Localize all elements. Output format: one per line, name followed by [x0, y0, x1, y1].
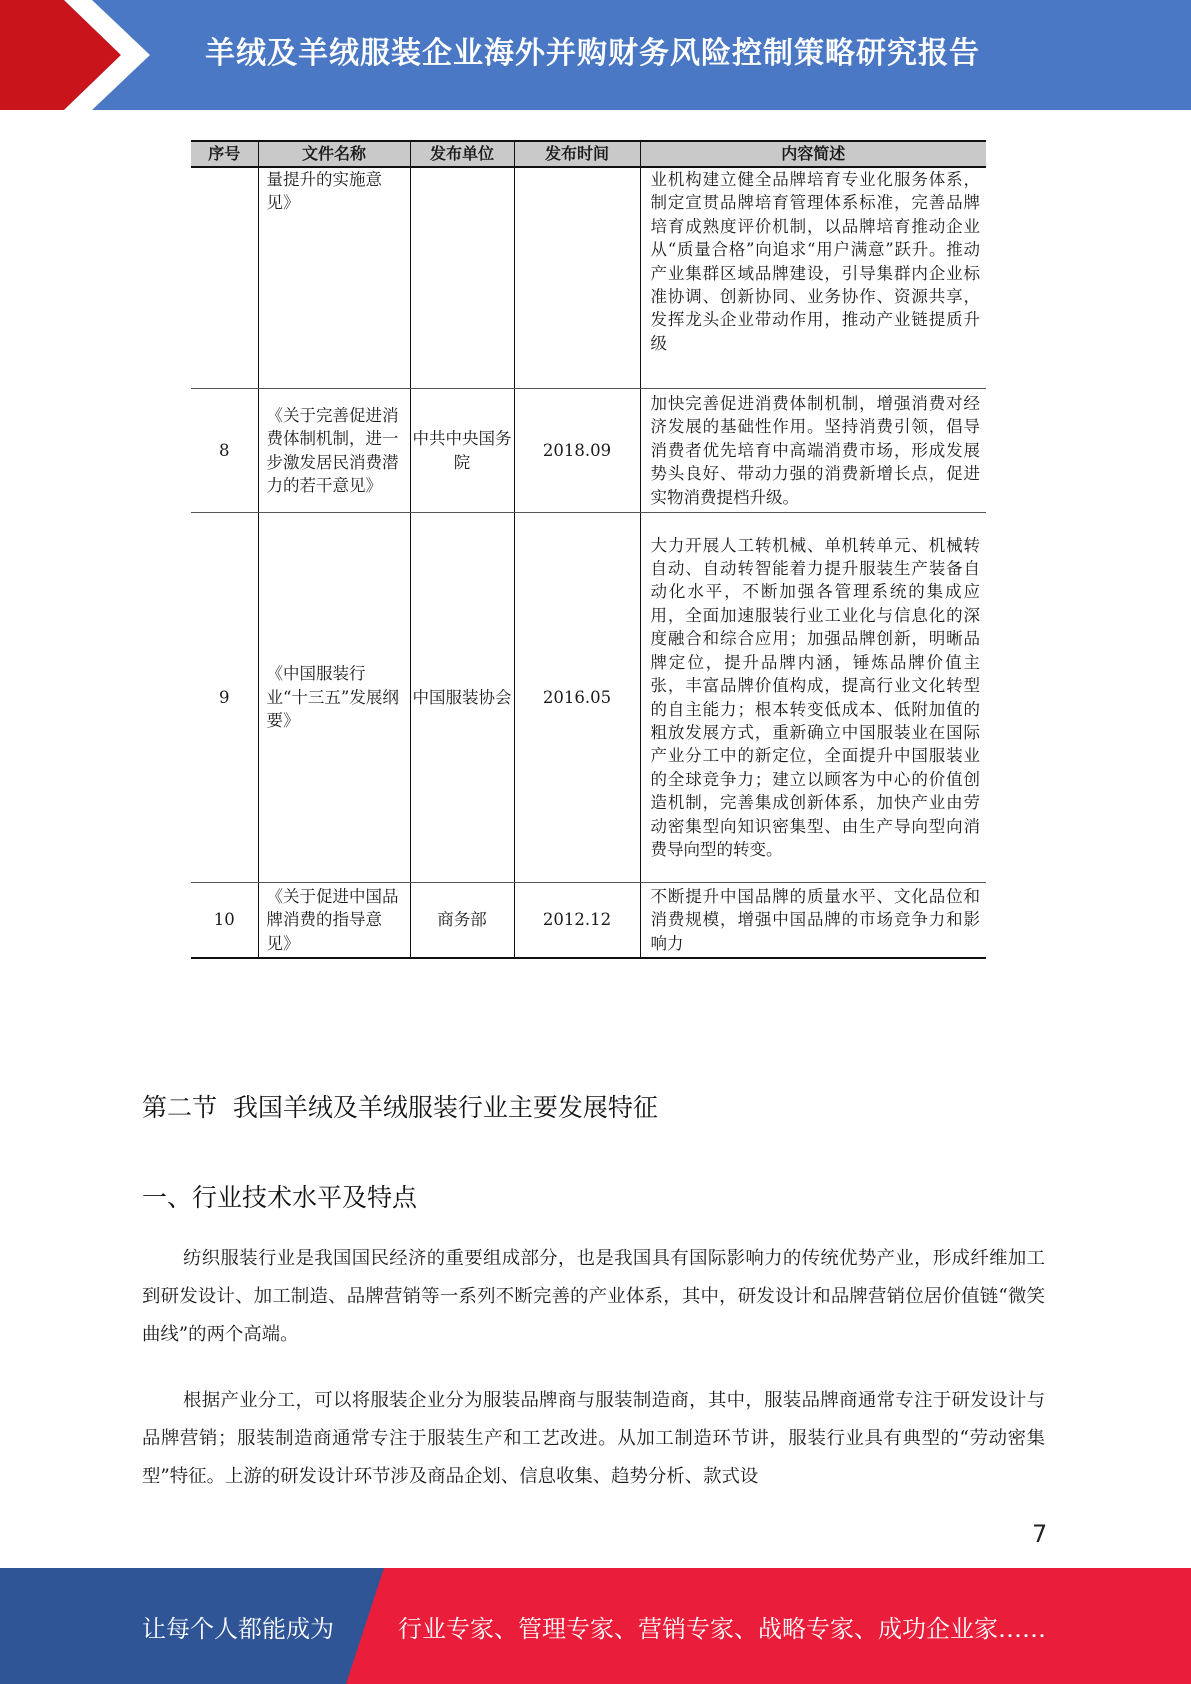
page-header	[0, 0, 1191, 110]
report-title: 羊绒及羊绒服装企业海外并购财务风险控制策略研究报告	[205, 36, 980, 71]
cell-summary: 大力开展人工转机械、单机转单元、机械转自动、自动转智能着力提升服装生产装备自动化水平，不断加强各管理系统的集成应用，全面加速服装行业工业化与信息化的深度融合和综合应用；加强品牌创新，明晰品牌定位，提升品牌内涵，锤炼品牌价值主张，丰富品牌价值构成，提高行业文化转型的自主能力；根本转变低成本、低附加值的粗放发展方式，重新确立中国服装业在国际产业分工中的新定位，全面提升中国服装业的全球竞争力；建立以顾客为中心的价值创造机制，完善集成创新体系，加快产业由劳动密集型向知识密集型、由生产导向型向消费导向型的转变。	[640, 513, 986, 883]
cell-name: 《关于促进中国品牌消费的指导意见》	[258, 883, 410, 959]
cell-name: 《关于完善促进消费体制机制，进一步激发居民消费潜力的若干意见》	[258, 389, 410, 513]
cell-no	[191, 167, 258, 389]
header-name: 文件名称	[258, 141, 410, 167]
policy-table	[191, 140, 986, 959]
footer-slogan-left: 让每个人都能成为	[142, 1615, 334, 1643]
table-row	[191, 513, 986, 883]
cell-summary: 不断提升中国品牌的质量水平、文化品位和消费规模，增强中国品牌的市场竞争力和影响力	[640, 883, 986, 959]
table-row	[191, 389, 986, 513]
cell-name: 量提升的实施意见》	[258, 167, 410, 389]
cell-no: 8	[191, 389, 258, 513]
cell-summary: 业机构建立健全品牌培育专业化服务体系，制定宣贯品牌培育管理体系标准，完善品牌培育成熟度评价机制，以品牌培育推动企业从“质量合格”向追求“用户满意”跃升。推动产业集群区域品牌建设，引导集群内企业标准协调、创新协同、业务协作、资源共享，发挥龙头企业带动作用，推动产业链提质升级	[640, 167, 986, 389]
table-row	[191, 167, 986, 389]
cell-date: 2018.09	[514, 389, 640, 513]
footer-slogan-right: 行业专家、管理专家、营销专家、战略专家、成功企业家……	[398, 1615, 1046, 1643]
cell-issuer	[410, 167, 514, 389]
cell-no: 9	[191, 513, 258, 883]
body-paragraph: 纺织服装行业是我国国民经济的重要组成部分，也是我国具有国际影响力的传统优势产业，形成纤维加工到研发设计、加工制造、品牌营销等一系列不断完善的产业体系，其中，研发设计和品牌营销位居价值链“微笑曲线”的两个高端。	[142, 1248, 1045, 1345]
table-header-row	[191, 141, 986, 167]
page-footer	[0, 1568, 1191, 1684]
header-no: 序号	[191, 141, 258, 167]
cell-date: 2016.05	[514, 513, 640, 883]
page-number: 7	[1032, 1520, 1048, 1548]
body-paragraph: 根据产业分工，可以将服装企业分为服装品牌商与服装制造商，其中，服装品牌商通常专注于研发设计与品牌营销；服装制造商通常专注于服装生产和工艺改进。从加工制造环节讲，服装行业具有典型的“劳动密集型”特征。上游的研发设计环节涉及商品企划、信息收集、趋势分析、款式设	[142, 1390, 1045, 1487]
cell-issuer: 商务部	[410, 883, 514, 959]
sub-heading: 一、行业技术水平及特点	[142, 1183, 418, 1212]
section-heading: 第二节 我国羊绒及羊绒服装行业主要发展特征	[142, 1093, 658, 1122]
table-row	[191, 883, 986, 959]
cell-name: 《中国服装行业“十三五”发展纲要》	[258, 513, 410, 883]
header-date: 发布时间	[514, 141, 640, 167]
cell-issuer: 中共中央国务院	[410, 389, 514, 513]
cell-issuer: 中国服装协会	[410, 513, 514, 883]
cell-no: 10	[191, 883, 258, 959]
header-summary: 内容简述	[640, 141, 986, 167]
cell-summary: 加快完善促进消费体制机制，增强消费对经济发展的基础性作用。坚持消费引领，倡导消费者优先培育中高端消费市场，形成发展势头良好、带动力强的消费新增长点，促进实物消费提档升级。	[640, 389, 986, 513]
header-issuer: 发布单位	[410, 141, 514, 167]
cell-date	[514, 167, 640, 389]
cell-date: 2012.12	[514, 883, 640, 959]
